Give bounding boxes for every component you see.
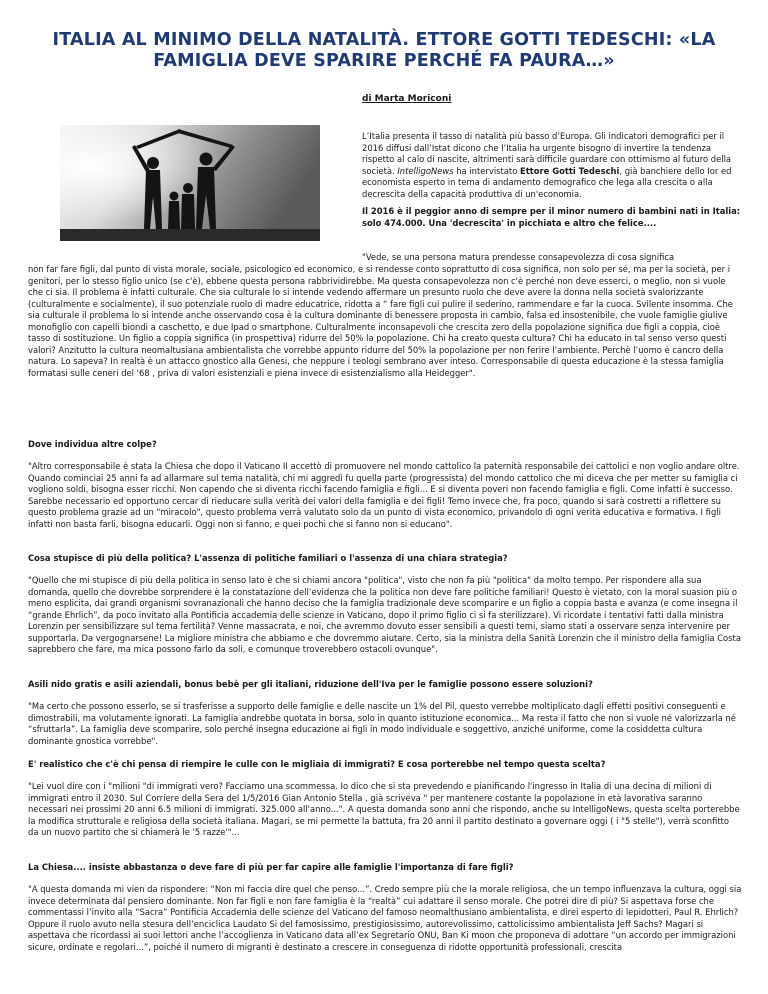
intro-outlet: IntelligoNews xyxy=(397,165,454,176)
intro-text-3: , già banchiere dello Ior ed economista esperto in tema di andamento demografico che lega alla crescita o alla decrescita della capacità produttiva di un'economia. xyxy=(362,165,732,199)
article-title xyxy=(30,30,738,72)
answer-1-start: "Vede, se una persona matura prendesse consapevolezza di cosa significa xyxy=(362,252,675,262)
byline: di Marta Moriconi xyxy=(362,94,452,104)
question-6: La Chiesa.... insiste abbastanza o deve fare di più per far capire alle famiglie l'importanza di fare figli? xyxy=(28,862,514,872)
intro-interviewee: Ettore Gotti Tedeschi xyxy=(520,165,620,176)
intro-paragraph xyxy=(362,131,742,200)
question-1: Il 2016 è il peggior anno di sempre per il minor numero di bambini nati in Italia: solo 474.000. Una 'decrescita' in picchiata e altro che felice.... xyxy=(362,206,741,228)
title-line-1: ITALIA AL MINIMO DELLA NATALITÀ. ETTORE GOTTI TEDESCHI: «LA xyxy=(52,30,716,50)
intro-text-2: ha intervistato xyxy=(453,165,520,176)
answer-3: "Quello che mi stupisce di più della politica in senso lato è che si chiami ancora "politica", visto che non fa più "politica" da molto tempo. Per rispondere alla sua domanda, quello che dovrebbe sorprendere è la constatazione dell’evidenza che la politica non deve fare politiche familiari! Questo è vietato, con la moral suasion più o meno esplicita, dai grandi organismi sovranazionali che hanno deciso che la famiglia tradizionale deve scomparire e un figlio a coppia basta e avanza (e come insegna il “grande Ehrlich”, da poco invitato alla Pontificia accademia delle scienze in Vaticano, dopo il primo figlio ci si fa sterilizzare). Vi ricordate i tentativi fatti dalla ministra Lorenzin per sensibilizzare sul tema fertilità? Venne massacrata, e noi, che avremmo dovuto esser sensibili a questi temi, siamo stati a osservare senza intervenire per supportarla. Da vergognarsene! La migliore ministra che abbiamo e che dovremmo aiutare. Certo, sia la ministra della Sanità Lorenzin che il ministro della famiglia Costa saprebbero che fare, ma mica possono farlo da soli, e comunque troverebbero ostacoli ovunque". xyxy=(28,575,741,654)
question-2: Dove individua altre colpe? xyxy=(28,439,157,449)
answer-2: "Altro corresponsabile è stata la Chiesa che dopo il Vaticano II accettò di promuovere nel mondo cattolico la paternità responsabile dei cattolici e non voglio andare oltre. Quando cominciai 25 anni fa ad allarmare sul tema natalità, chi mi aggredì fu quella parte (progressista) del mondo cattolico che mi diceva che per metter su famiglia ci vogliono soldi, bisogna esser ricchi. Non capendo che si diventa ricchi facendo famiglia e figli... E si diventa poveri non facendo famiglia e figli. Come infatti è successo. Sarebbe necessario ed opportuno cercar di rieducare sulla verità dei valori della famiglia e dei figli! Temo invece che, fra poco, quando si sarà costretti a riflettere su questo problema grazie ad un "miracolo", questo problema verrà valutato solo da un punto di vista economico, privandolo di ogni verità educativa e formativa. I figli infatti non basta farli, bisogna educarli. Oggi non si fanno, e quei pochi che si fanno non si educano". xyxy=(28,461,740,529)
question-3: Cosa stupisce di più della politica? L'assenza di politiche familiari o l'assenza di una chiara strategia? xyxy=(28,553,508,563)
answer-6: "A questa domanda mi vien da rispondere: “Non mi faccia dire quel che penso...”. Credo sempre più che la morale religiosa, che un tempo influenzava la cultura, oggi sia invece determinata dal pensiero dominante. Non far figli e non fare famiglia è la “realtà” cui adattare il senso morale. Che potrei dire di più? Si aspettava forse che commentassi l’invito alla “Sacra” Pontificia Accademia delle scienze del Vaticano del famoso neomalthusiano ambientalista, e direi esperto di lepidotteri, Paul R. Ehrlich? Oppure il ruolo avuto nella stesura dell’enciclica Laudato Si del famosissimo, prestigiosissimo, autorevolissimo, cattolicissimo ambientalista Jeff Sachs? Magari si aspettava che ricordassi ai suoi lettori anche l’accoglienza in Vaticano data all’ex Segretario ONU, Ban Ki moon che proponeva di adottare “un accordo per immigrazioni sicure, ordinate e regolari...”, poiché il numero di migranti è destinato a crescere in conseguenza di ridotte opportunità professionali, crescita xyxy=(28,884,742,952)
question-5: E' realistico che c'è chi pensa di riempire le culle con le migliaia di immigrati? E cosa porterebbe nel tempo questa scelta? xyxy=(28,759,606,769)
title-line-2: FAMIGLIA DEVE SPARIRE PERCHÉ FA PAURA…» xyxy=(153,51,615,71)
family-silhouette-photo xyxy=(60,125,320,241)
question-4: Asili nido gratis e asili aziendali, bonus bebè per gli italiani, riduzione dell'Iva per le famiglie possono essere soluzioni? xyxy=(28,679,593,689)
intro-text-1: L’Italia presenta il tasso di natalità più basso d’Europa. Gli indicatori demografici per il 2016 diffusi dall’Istat dicono che l’Italia ha urgente bisogno di invertire la tendenza rispetto al calo di nascite, altrimenti sarà difficile guardare con ottimismo al futuro della società. xyxy=(362,131,732,176)
answer-5: "Lei vuol dire con i "milioni "di immigrati vero? Facciamo una scommessa. Io dico che si sta prevedendo e pianificando l'ingresso in Italia di una decina di milioni di immigrati entro il 2030. Sul Corriere della Sera del 1/5/2016 Gian Antonio Stella , già scriveva " per mantenere costante la popolazione in età lavorativa saranno necessari nei prossimi 20 anni 6.5 milioni di immigrati. 325.000 all'anno...". A questa domanda sono anni che rispondo, anche su IntelligoNews, questa scelta porterebbe la modifica strutturale e religiosa della società italiana. Magari, se mi permette la battuta, fra 20 anni il partito destinato a governare oggi ( i "5 stelle"), verrà sconfitto da un nuovo partito che si chiamerà le '5 razze'"... xyxy=(28,781,740,837)
answer-4: "Ma certo che possono esserlo, se si trasferisse a supporto delle famiglie e delle nascite un 1% del Pil, questo verrebbe moltiplicato dagli effetti positivi conseguenti e dimostrabili, ma volutamente ignorati. La famiglia andrebbe quotata in borsa, solo in quanto istituzione economica... Ma resta il fatto che non si vuole né valorizzarla né “sfruttarla”. La famiglia deve scomparire, solo perché insegna educazione ai figli in modo individuale e soggettivo, anziché uniforme, come la cosiddetta cultura dominante gnostica vorrebbe". xyxy=(28,701,736,746)
answer-1: non far fare figli, dal punto di vista morale, sociale, psicologico ed economico, e si rendesse conto soprattutto di cosa significa, non solo per sé, ma per la società, per i genitori, per lo stesso figlio unico (se c'è), ebbene questa persona rabbrividirebbe. Ma questa consapevolezza non c'è perché non deve esserci, o meglio, non si vuole che ci sia. Il problema è infatti culturale. Che sia culturale lo si intende vedendo affermare un presunto ruolo che deve avere la donna nella società svalorizzante (culturalmente e socialmente), il suo potenziale ruolo di madre educatrice, ridotta a “ fare figli cui pulire il sederino, rammendare e far la cuoca. Svilente insomma. Che sia culturale il problema lo si intende anche osservando cosa è la cultura dominante di benessere proposta in cambio, falsa ed insostenibile, che vuole famiglie giulive monofiglio con capelli biondi a caschetto, e due Ipad o smartphone. Culturalmente inconsapevoli che crescita zero della popolazione significa due figli a coppia, cioè tasso di sostituzione. Un figlio a coppia significa (in prospettiva) ridurre del 50% la popolazione. Chi ha creato questa cultura? Chi ha educato in tal senso verso questi valori? Anzitutto la cultura neomaltusiana ambientalista che vorrebbe appunto ridurre del 50% la popolazione per non ferire l’ambiente. Perchè l’uomo è cancro della natura. Lo sapeva? In realtà è un attacco gnostico alla Genesi, che neppure i teologi sembrano aver inteso. Corresponsabile di questa educazione è la stessa famiglia formatasi sulle ceneri del '68 , priva di valori esistenziali e piena invece di esistenzialismo alla Heidegger". xyxy=(28,264,733,378)
